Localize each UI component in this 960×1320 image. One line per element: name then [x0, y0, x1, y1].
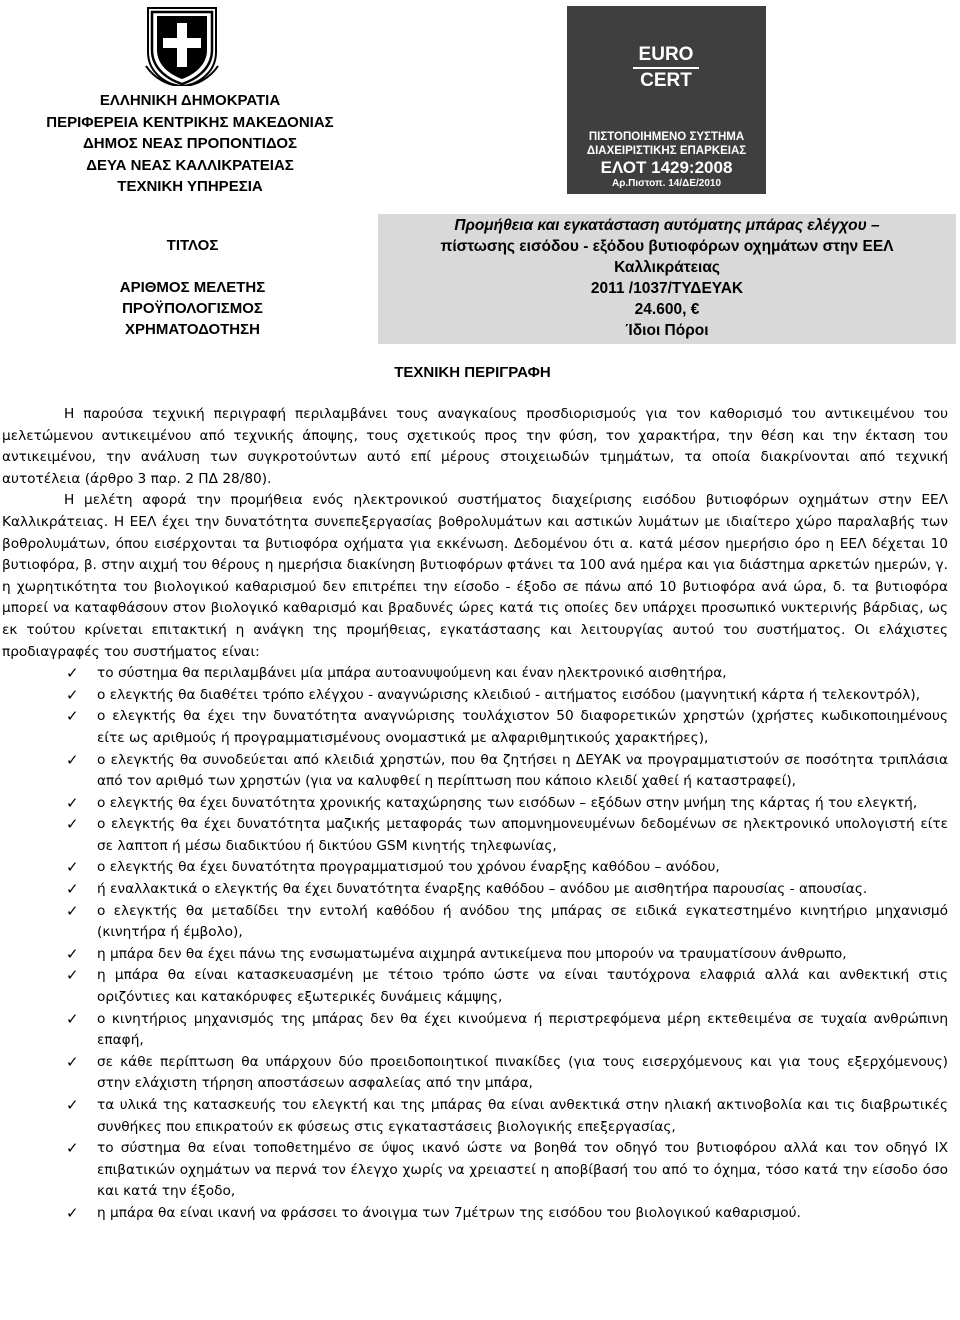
- project-title-line: Καλλικράτειας: [614, 259, 720, 276]
- label-budget: ΠΡΟΫΠΟΛΟΓΙΣΜΟΣ: [122, 300, 263, 317]
- greek-coat-of-arms-icon: [144, 6, 220, 86]
- technical-description: [2, 404, 948, 1225]
- checkmark-icon: ✓: [66, 664, 79, 683]
- list-item: ✓ ο ελεγκτής θα μεταδίδει την εντολή καθόδου ή ανόδου της μπάρας σε ειδικά εγκατεστημένο κινητήριο μηχανισμό (κινητήρα ή έμβολο),: [66, 901, 948, 941]
- checkmark-icon: ✓: [66, 944, 79, 963]
- checkmark-icon: ✓: [66, 1139, 79, 1158]
- label-funding: ΧΡΗΜΑΤΟΔΟΤΗΣΗ: [125, 321, 260, 338]
- list-item: ✓ η μπάρα θα είναι κατασκευασμένη με τέτοιο τρόπο ώστε να είναι ταυτόχρονα ελαφριά αλλά και ανθεκτική στις οριζόντιες και κατακόρυφες εξωτερικές δυνάμεις κάμψης,: [66, 966, 948, 1006]
- list-item: ✓ ή εναλλακτικά ο ελεγκτής θα έχει δυνατότητα έναρξης καθόδου – ανόδου με αισθητήρα παρουσίας - απουσίας.: [2, 879, 948, 901]
- label-title: ΤΙΤΛΟΣ: [166, 237, 219, 254]
- checkmark-icon: ✓: [66, 750, 79, 769]
- eurocert-certification-badge: [567, 6, 766, 194]
- checkmark-icon: ✓: [66, 880, 79, 899]
- list-item: ✓ το σύστημα θα περιλαμβάνει μία μπάρα αυτοανυψούμενη και έναν ηλεκτρονικό αισθητήρα,: [2, 663, 948, 685]
- list-item: ✓ σε κάθε περίπτωση θα υπάρχουν δύο προειδοποιητικοί πινακίδες (για τους εισερχόμενους και για τους εξερχόμενους) στην ελάχιστη τήρηση αποστάσεων ασφαλείας από την μπάρα,: [66, 1052, 948, 1092]
- list-item: ✓ η μπάρα δεν θα έχει πάνω της ενσωματωμένα αιχμηρά αντικείμενα που μπορούν να τραυματίσουν άνθρωπο,: [2, 944, 948, 966]
- specifications-list: [2, 663, 948, 1224]
- cert-standard: ΕΛΟΤ 1429:2008: [600, 158, 733, 177]
- label-study-number: ΑΡΙΘΜΟΣ ΜΕΛΕΤΗΣ: [119, 279, 266, 296]
- checkmark-icon: ✓: [66, 901, 79, 920]
- list-item: ✓ ο ελεγκτής θα έχει την δυνατότητα αναγνώρισης τουλάχιστον 50 διαφορετικών χρηστών (χρήστες κωδικοποιημένους είτε ως αριθμούς ή προγραμματισμένους ονομαστικά με αλφαριθμητικούς χαρακτήρες),: [66, 707, 948, 746]
- list-item: ✓ ο ελεγκτής θα έχει δυνατότητα προγραμματισμού του χρόνου έναρξης καθόδου – ανόδου,: [2, 857, 948, 879]
- list-item: ✓ ο ελεγκτής θα έχει δυνατότητα μαζικής μεταφοράς των απομνημονευμένων δεδομένων σε ηλεκτρονικό υπολογιστή είτε σε λαπτοπ ή μέσω διαδικτύου ή δικτύου GSM κινητής τηλεφωνίας,: [66, 815, 948, 854]
- project-info-box: [378, 214, 956, 344]
- list-item: ✓ τα υλικά της κατασκευής του ελεγκτή και της μπάρας θα είναι ανθεκτικά στην ηλιακή ακτινοβολία και τις διαβρωτικές συνθήκες που επικρατούν εκ φύσεως στις εγκαταστάσεις βιολογικής επεξεργασίας,: [66, 1096, 948, 1135]
- checkmark-icon: ✓: [66, 1203, 79, 1222]
- list-item: ✓ η μπάρα θα είναι ικανή να φράσσει το άνοιγμα των 7μέτρων της εισόδου του βιολογικού καθαρισμού.: [2, 1203, 948, 1225]
- funding-value: Ίδιοι Πόροι: [625, 322, 709, 339]
- project-title-line: πίστωσης εισόδου - εξόδου βυτιοφόρων οχημάτων στην ΕΕΛ: [440, 238, 894, 255]
- checkmark-icon: ✓: [66, 1009, 79, 1028]
- paragraph: Η παρούσα τεχνική περιγραφή περιλαμβάνει τους αναγκαίους προσδιορισμούς για τον καθορισμό του αντικειμένου του μελετώμενου αντικειμένου από τεχνικής άποψης, τους σχετικούς προς την φύση, τον χαρακτήρα, την θέση και την έκταση του αντικειμένου, την ανάλυση των συγκροτούντων αυτό επί μέρους στοιχειωδών τμημάτων, τα οποία διακρίνονται από τεχνική αυτοτέλεια (άρθρο 3 παρ. 2 ΠΔ 28/80).: [2, 406, 948, 487]
- list-item: ✓ το σύστημα θα είναι τοποθετημένο σε ύψος ικανό ώστε να βοηθά τον οδηγό του βυτιοφόρου αλλά και τον οδηγό ΙΧ επιβατικών οχημάτων να περνά τον έλεγχο χωρίς να χρειαστεί η αποβίβασή του από το όχημα, τόσο κατά την είσοδο όσο και κατά την έξοδο,: [66, 1139, 948, 1200]
- paragraph: Η μελέτη αφορά την προμήθεια ενός ηλεκτρονικού συστήματος διαχείρισης εισόδου βυτιοφόρων οχημάτων στην ΕΕΛ Καλλικράτειας. Η ΕΕΛ έχει την δυνατότητα συνεπεξεργασίας βοθρολυμάτων και αστικών λυμάτων με ιδιαίτερο χώρο παραλαβής των βοθρολυμάτων, όπου εισέρχονται τα βυτιοφόρα οχήματα για εκκένωση. Δεδομένου ότι α. κατά μέσον ημερήσιο όρο η ΕΕΛ δέχεται 10 βυτιοφόρα, β. στην αιχμή του θέρους η ημερήσια διακίνηση βυτιοφόρων φτάνει τα 100 ανά ημέρα και για διάστημα αρκετών ημερών, γ. η χωρητικότητα του βιολογικού καθαρισμού δεν επιτρέπει την είσοδο - έξοδο σε πάνω από 10 βυτιοφόρα ανά ώρα, δ. τα βυτιοφόρα μπορεί να καταφθάσουν στον βιολογικό καθαρισμό και βραδυνές ώρες κατά τις οποίες δεν υπάρχει προσωπικό νυκτερινής βάρδιας, ως εκ τούτου κρίνεται επιτακτική η ανάγκη της προμήθειας, εγκατάστασης και λειτουργίας αυτού του συστήματος. Οι ελάχιστες προδιαγραφές του συστήματος είναι:: [2, 492, 948, 660]
- checkmark-icon: ✓: [66, 858, 79, 877]
- authority-line: ΔΗΜΟΣ ΝΕΑΣ ΠΡΟΠΟΝΤΙΔΟΣ: [83, 135, 297, 152]
- checkmark-icon: ✓: [66, 1096, 79, 1114]
- project-title-line: Προμήθεια και εγκατάσταση αυτόματης μπάρας ελέγχου –: [454, 217, 880, 234]
- list-item: ✓ ο ελεγκτής θα συνοδεύεται από κλειδιά χρηστών, που θα ζητήσει η ΔΕΥΑΚ να προγραμματιστούν σε ποσότητα τριπλάσια από τον αριθμό των χρηστών (για να καλυφθεί η περίπτωση που κάποιο κλειδί χαθεί ή καταστραφεί),: [66, 750, 948, 790]
- authority-line: ΠΕΡΙΦΕΡΕΙΑ ΚΕΝΤΡΙΚΗΣ ΜΑΚΕΔΟΝΙΑΣ: [46, 113, 334, 131]
- list-item: ✓ ο ελεγκτής θα διαθέτει τρόπο ελέγχου - αναγνώρισης κλειδιού - αιτήματος εισόδου (μαγνητική κάρτα ή τελεκοντρόλ),: [2, 685, 948, 707]
- checkmark-icon: ✓: [66, 707, 79, 726]
- checkmark-icon: ✓: [66, 966, 79, 985]
- authority-line: ΤΕΧΝΙΚΗ ΥΠΗΡΕΣΙΑ: [117, 178, 263, 195]
- section-title: ΤΕΧΝΙΚΗ ΠΕΡΙΓΡΑΦΗ: [394, 364, 551, 381]
- checkmark-icon: ✓: [66, 815, 79, 834]
- checkmark-icon: ✓: [66, 1052, 79, 1071]
- authority-line: ΕΛΛΗΝΙΚΗ ΔΗΜΟΚΡΑΤΙΑ: [99, 92, 281, 109]
- cert-line: ΠΙΣΤΟΠΟΙΗΜΕΝΟ ΣΥΣΤΗΜΑ: [588, 131, 745, 143]
- list-item: ✓ ο κινητήριος μηχανισμός της μπάρας δεν θα έχει κινούμενα ή περιστρεφόμενα μέρη εκτεθειμένα σε τυχαία ανθρώπινη επαφή,: [66, 1009, 948, 1049]
- checkmark-icon: ✓: [66, 793, 79, 812]
- eurocert-logo: EURO CERT: [633, 40, 699, 102]
- issuing-authority: [0, 90, 380, 198]
- list-item: ✓ ο ελεγκτής θα έχει δυνατότητα χρονικής καταχώρησης των εισόδων – εξόδων στην μνήμη της κάρτας ή του ελεγκτή,: [2, 793, 948, 815]
- authority-line: ΔΕΥΑ ΝΕΑΣ ΚΑΛΛΙΚΡΑΤΕΙΑΣ: [86, 156, 294, 174]
- cert-line: ΔΙΑΧΕΙΡΙΣΤΙΚΗΣ ΕΠΑΡΚΕΙΑΣ: [586, 145, 747, 157]
- cert-number: Αρ.Πιστοπ. 14/ΔΕ/2010: [611, 178, 722, 189]
- checkmark-icon: ✓: [66, 685, 79, 704]
- budget-value: 24.600, €: [634, 301, 700, 318]
- study-number-value: 2011 /1037/ΤΥΔΕΥΑΚ: [590, 280, 744, 297]
